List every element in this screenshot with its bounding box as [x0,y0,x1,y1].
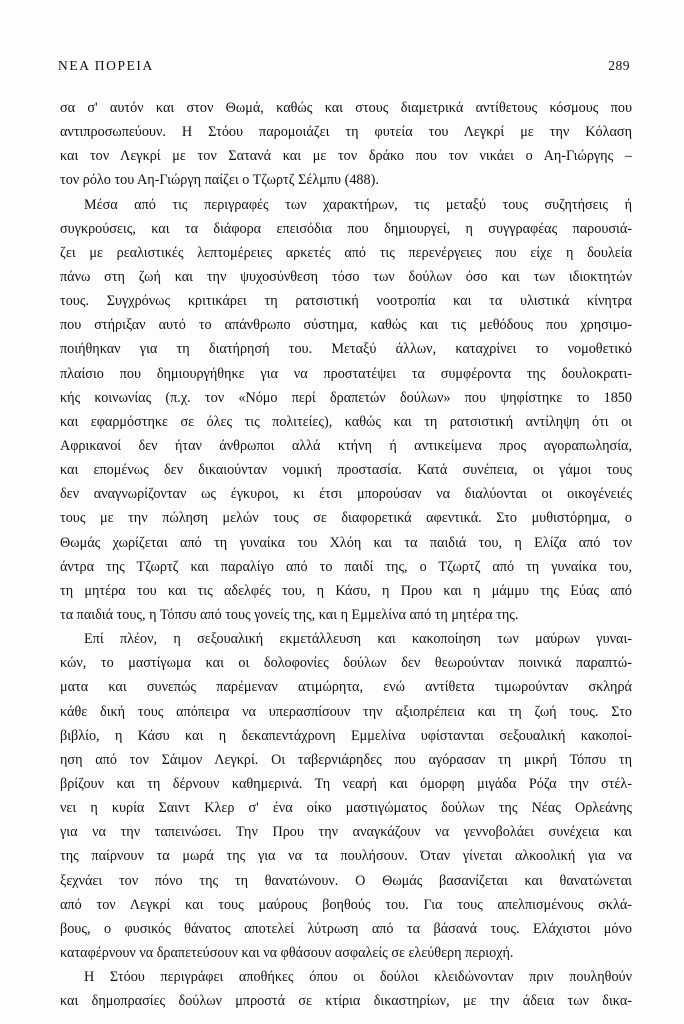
text-line: πάνω στη ζωή και την ψυχοσύνθεση τόσο των δούλων όσο και των ιδιοκτητών [60,268,632,285]
page-number: 289 [608,58,630,73]
text-line: βους, ο φυσικός θάνατος αποτελεί λύτρωση από τα βάσανά τους. Ελάχιστοι μόνο [60,920,632,937]
text-line: για να την ταπεινώσει. Την Πρου την αναγκάζουν να γεννοβολάει συνέχεια και [60,824,632,841]
text-line: νει η κυρία Σαιντ Κλερ σ' ένα οίκο μαστιγώματος δούλων της Νέας Ορλεάνης [60,800,632,817]
text-line: Μέσα από τις περιγραφές των χαρακτήρων, τις μεταξύ τους συζητήσεις ή [84,196,632,213]
text-line: αντιπροσωπεύουν. Η Στόου παρομοιάζει τη φυτεία του Λεγκρί με την Κόλαση [60,124,632,141]
text-line: ποιήθηκαν για τη διατήρησή του. Μεταξύ άλλων, καταχρίνει το νομοθετικό [60,341,632,358]
text-line: και δημοπρασίες δούλων μπροστά σε κτίρια δικαστηρίων, με την άδεια των δικα- [60,993,632,1010]
body-text [60,96,632,1013]
running-head: ΝΕΑ ΠΟΡΕΙΑ [58,58,154,73]
text-line: ζει με ρεαλιστικές λεπτομέρειες αρκετές από τις περενέργειες που είχε η δουλεία [60,244,632,261]
text-line: καταφέρνουν να δραπετεύσουν και να φθάσουν ασφαλείς σε ελεύθερη περιοχή. [60,944,514,961]
text-line: της παίρνουν τα μωρά της για να τα πουλήσουν. Όταν γίνεται αλκοολική για να [60,848,632,865]
text-line: τους με την πώληση μελών τους σε διαφορετικά αφεντικά. Στο μυθιστόρημα, ο [60,510,632,527]
text-line: συγκρούσεις, και τα διάφορα επεισόδια που δημιουργεί, η συγγραφέας παρουσιά- [60,220,632,237]
text-line: τον ρόλο του Αη-Γιώργη παίζει ο Τζωρτζ Σέλμπυ (488). [60,172,379,189]
text-line: Η Στόου περιγράφει αποθήκες όπου οι δούλοι κλειδώνονταν πριν πουληθούν [84,969,632,986]
text-line: βρίζουν και τη δέρνουν καθημερινά. Τη νεαρή και όμορφη μιγάδα Ρόζα την στέλ- [60,775,632,792]
text-line: που στήριξαν αυτό το απάνθρωπο σύστημα, καθώς και τις μεθόδους που χρησιμο- [60,317,632,334]
text-line: ξεχνάει τον πόνο της τη θανατώνουν. Ο Θωμάς βασανίζεται και θανατώνεται [60,872,632,889]
text-line: βιβλίο, η Κάσυ και η δεκαπεντάχρονη Εμμελίνα υφίστανται σεξουαλική κακοποί- [60,727,632,744]
text-line: και τον Λεγκρί με τον Σατανά και με τον δράκο που τον νικάει ο Αη-Γιώργης – [60,148,632,165]
text-line: ηση από τον Σάιμον Λεγκρί. Οι ταβερνιάρηδες που αγόρασαν τη μικρή Τόπσυ τη [60,751,632,768]
text-line: Επί πλέον, η σεξουαλική εκμετάλλευση και κακοποίηση των μαύρων γυναι- [84,631,632,648]
text-line: Αφρικανοί δεν ήταν άνθρωποι αλλά κτήνη ή αντικείμενα προς αγοραπωλησία, [60,437,632,454]
text-line: κής κοινωνίας (π.χ. τον «Νόμο περί δραπετών δούλων» που ψηφίστηκε το 1850 [60,389,632,406]
text-line: τη μητέρα του και τις αδελφές του, η Κάσυ, η Πρου και η μάμμυ της Εύας από [60,582,632,599]
text-line: ματα και συνεπώς παρέμεναν ατιμώρητα, ενώ αντίθετα τιμωρούνταν σκληρά [60,679,632,696]
page-header [58,58,630,78]
text-line: κών, το μαστίγωμα και οι δολοφονίες δούλων δεν θεωρούνταν ποινικά παραπτώ- [60,655,632,672]
text-line: από τον Λεγκρί και τους μαύρους βοηθούς του. Για τους απελπισμένους σκλά- [60,896,632,913]
text-line: πλαίσιο που δημιουργήθηκε για να προστατέψει τα συμφέροντα της δουλοκρατι- [60,365,632,382]
text-line: σα σ' αυτόν και στον Θωμά, καθώς και στους διαμετρικά αντίθετους κόσμους που [60,100,632,116]
text-line: τα παιδιά τους, η Τόπσυ από τους γονείς της, και η Εμμελίνα από τη μητέρα της. [60,606,519,623]
text-line: και επομένως δεν δικαιούνταν νομική προστασία. Κατά συνέπεια, οι γάμοι τους [60,462,632,479]
text-line: Θωμάς χωρίζεται από τη γυναίκα του Χλόη και τα παιδιά του, η Ελίζα από τον [60,534,632,551]
text-line: δεν αναγνωρίζονταν ως έγκυροι, κι έτσι μπορούσαν να διαλύονται οι οικογένειές [60,486,632,503]
text-line: τους. Συγχρόνως κριτικάρει τη ρατσιστική νοοτροπία και τα υλιστικά κίνητρα [60,293,632,310]
text-line: άντρα της Τζωρτζ και παραλίγο από το παιδί της, ο Τζωρτζ από τη γυναίκα του, [60,558,632,575]
text-line: και εφαρμόστηκε σε όλες τις πολιτείες), καθώς και τη ρατσιστική αντίληψη ότι οι [60,413,632,430]
text-line: κάθε δική τους απόπειρα να υπερασπίσουν την αξιοπρέπεια και τη ζωή τους. Στο [60,703,632,720]
